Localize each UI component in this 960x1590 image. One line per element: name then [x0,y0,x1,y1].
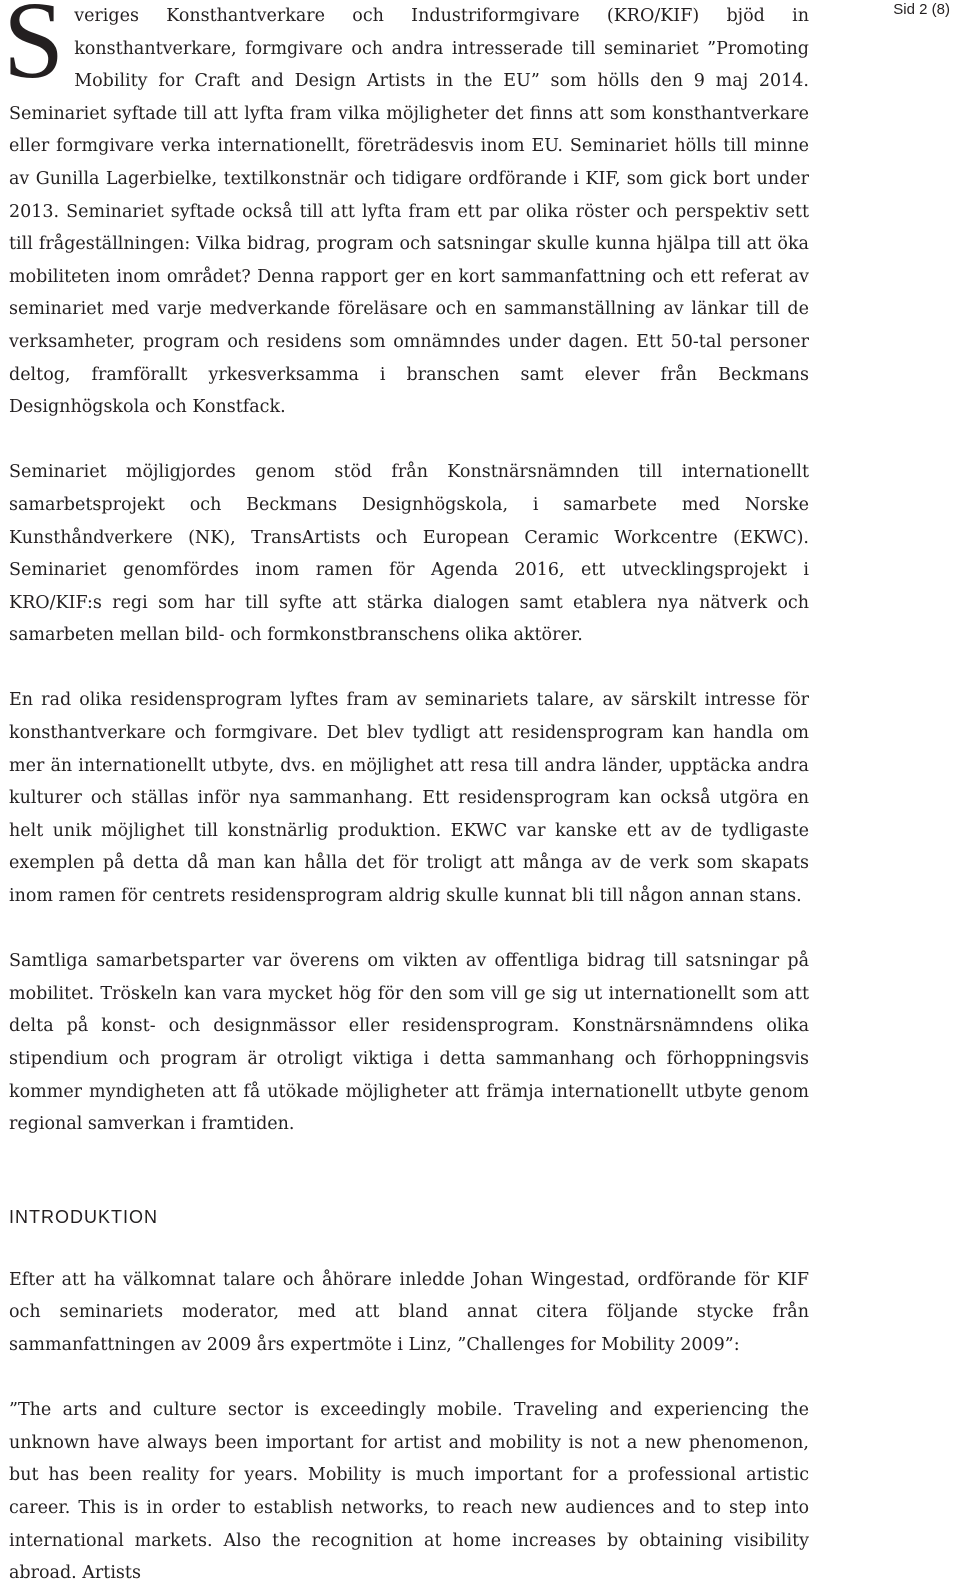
paragraph-public-support: Samtliga samarbetsparter var överens om vikten av offentliga bidrag till satsningar på mobilitet. Tröskeln kan vara mycket hög för den som vill ge sig ut internationellt som att delta på konst- och designmässor eller residensprogram. Konstnärsnämndens olika stipendium och program är otroligt viktiga i detta sammanhang och förhoppningsvis kommer myndigheten att få utökade möjligheter att främja internationellt utbyte genom regional samverkan i framtiden. [9,951,809,1135]
paragraph-funding: Seminariet möjligjordes genom stöd från Konstnärsnämnden till internationellt samarbetsprojekt och Beckmans Designhögskola, i samarbete med Norske Kunsthåndverkere (NK), TransArtists och European Ceramic Workcentre (EKWC). Seminariet genomfördes inom ramen för Agenda 2016, ett utvecklingsprojekt i KRO/KIF:s regi som har till syfte att stärka dialogen samt etablera nya nätverk och samarbeten mellan bild- och formkonstbranschens olika aktörer. [9,462,809,646]
intro-text: veriges Konsthantverkare och Industriformgivare (KRO/KIF) bjöd in konsthantverkare, formgivare och andra intresserade till seminariet ”Promoting Mobility for Craft and Design Artists in the EU” som hölls den 9 maj 2014. Seminariet syftade till att lyfta fram vilka möjligheter det finns att som konsthantverkare eller formgivare verka internationellt, företrädesvis inom EU. Seminariet hölls till minne av Gunilla Lagerbielke, textilkonstnär och tidigare ordförande i KIF, som gick bort under 2013. Seminariet syftade också till att lyfta fram ett par olika röster och perspektiv sett till frågeställningen: Vilka bidrag, program och satsningar skulle kunna hjälpa till att öka mobiliteten inom området? Denna rapport ger en kort sammanfattning och ett referat av seminariet med varje medverkande föreläsare och en sammanställning av länkar till de verksamheter, program och residens som omnämndes under dagen. Ett 50-tal personer deltog, framförallt yrkesverksamma i branschen samt elever från Beckmans Designhögskola och Konstfack. [9,6,809,418]
paragraph-residency: En rad olika residensprogram lyftes fram av seminariets talare, av särskilt intresse för konsthantverkare och formgivare. Det blev tydligt att residensprogram kan handla om mer än internationellt utbyte, dvs. en möjlighet att resa till andra länder, upptäcka andra kulturer och ställas inför nya sammanhang. Ett residensprogram kan också utgöra en helt unik möjlighet till konstnärlig produktion. EKWC var kanske ett av de tydligaste exemplen på detta då man kan hålla det för troligt att många av de verk som skapats inom ramen för centrets residensprogram aldrig skulle kunnat bli till någon annan stans. [9,690,809,907]
drop-cap: S [3,0,65,101]
paragraph-introduction: Efter att ha välkomnat talare och åhörare inledde Johan Wingestad, ordförande för KIF och seminariets moderator, med att bland annat citera följande stycke från sammanfattningen av 2009 års expertmöte i Linz, ”Challenges for Mobility 2009”: [9,1269,809,1355]
paragraph-quote: ”The arts and culture sector is exceedingly mobile. Traveling and experiencing the unknown have always been important for artist and mobility is not a new phenomenon, but has been reality for years. Mobility is much important for a professional artistic career. This is in order to establish networks, to reach new audiences and to step into international markets. Also the recognition at home increases by obtaining visibility abroad. Artists [9,1400,809,1584]
document-body [3,0,809,1590]
page-number: Sid 2 (8) [893,1,950,18]
section-heading: INTRODUKTION [9,1206,158,1227]
intro-paragraph [3,0,809,424]
